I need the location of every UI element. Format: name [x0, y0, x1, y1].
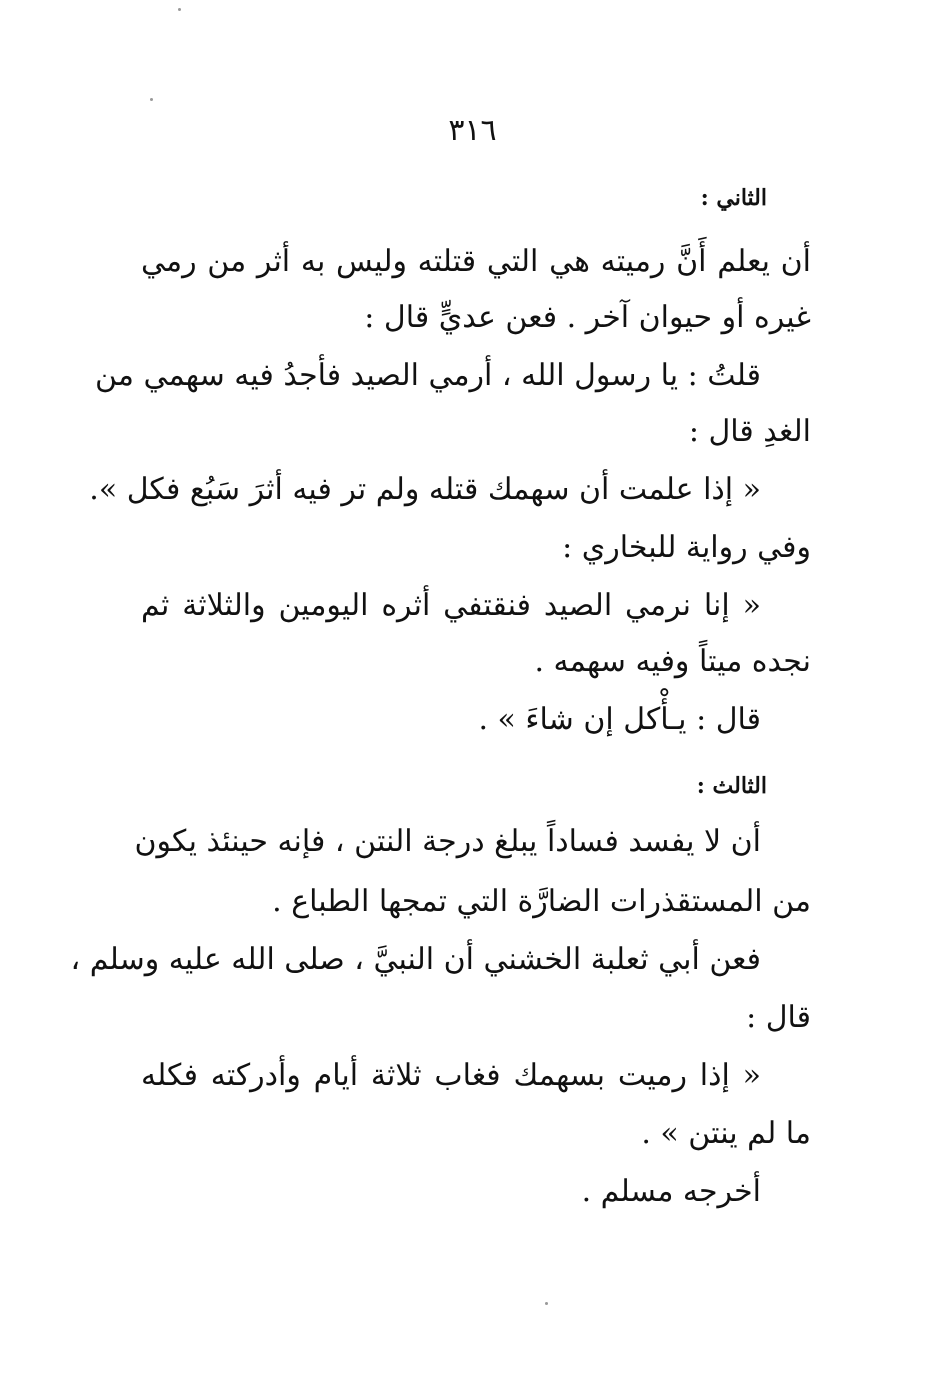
text-line: من المستقذرات الضارَّة التي تمجها الطباع . — [272, 884, 811, 919]
hadith-quote: « إذا رميت بسهمك فغاب ثلاثة أيام وأدركته فكله — [141, 1058, 761, 1093]
section-heading-third: الثالث : — [696, 773, 767, 799]
scan-speck — [178, 8, 181, 11]
text-line: أن لا يفسد فساداً يبلغ درجة النتن ، فإنه حينئذ يكون — [134, 824, 761, 859]
text-line: نجده ميتاً وفيه سهمه . — [534, 644, 811, 679]
text-line: فعن أبي ثعلبة الخشني أن النبيَّ ، صلى الله عليه وسلم ، — [70, 942, 761, 977]
text-line: قلتُ : يا رسول الله ، أرمي الصيد فأجدُ فيه سهمي من — [95, 358, 761, 393]
scan-speck — [150, 98, 153, 101]
hadith-quote: « إذا علمت أن سهمك قتله ولم تر فيه أثرَ سَبُع فكل ». — [89, 472, 761, 507]
hadith-quote: « إنا نرمي الصيد فنقتفي أثره اليومين والثلاثة ثم — [141, 588, 761, 623]
text-line: أن يعلم أَنَّ رميته هي التي قتلته وليس به أثر من رمي — [141, 244, 811, 279]
text-line: ما لم ينتن » . — [641, 1116, 811, 1151]
text-line: قال : — [746, 1000, 811, 1035]
text-line: وفي رواية للبخاري : — [562, 530, 811, 565]
page-number: ٣١٦ — [448, 113, 497, 148]
text-line: الغدِ قال : — [688, 414, 811, 449]
scan-speck — [545, 1302, 548, 1305]
text-line: قال : يـأْكل إن شاءَ » . — [478, 702, 761, 737]
text-line: غيره أو حيوان آخر . فعن عديٍّ قال : — [364, 300, 811, 335]
section-heading-second: الثاني : — [700, 185, 767, 211]
text-line: أخرجه مسلم . — [581, 1174, 761, 1209]
